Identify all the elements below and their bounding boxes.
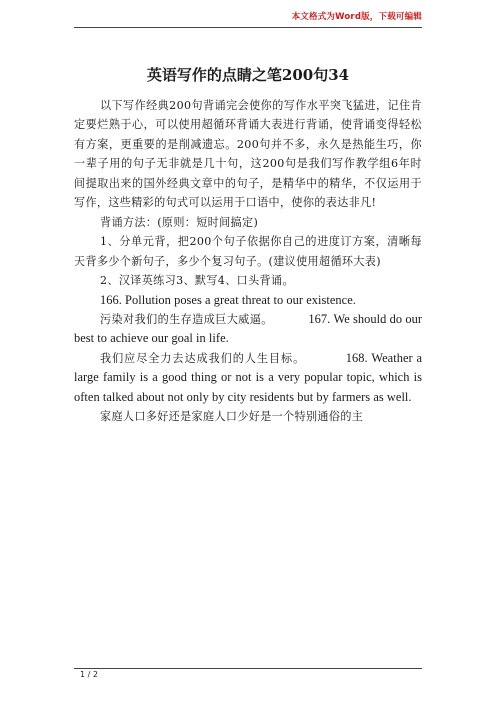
document-title: 英语写作的点睛之笔200句34 [146,66,350,84]
intro-paragraph: 以下写作经典200句背诵完会使你的写作水平突飞猛进，记住肯定要烂熟于心，可以使用超循环背诵大表进行背诵，使背诵变得轻松有方案，更重要的是削减遗忘。200句并不多，永久是热能生巧，你一辈子用的句子无非就是几十句，这200句是我们写作教学组6年时间提取出来的国外经典文章中的句子，是精华中的精华，不仅运用于写作，这些精彩的句式可以运用于口语中，使你的表达非凡! [74,99,422,210]
page-number: 1 / 2 [80,670,98,679]
sentence-167-en: 167. We should do our best to achieve our goal in life. [74,311,423,346]
sentence-166-zh-block [74,310,422,349]
header-rule [74,27,422,28]
sentence-167-zh-block [74,349,422,407]
method-title: 背诵方法：(原则：短时间搞定) [100,215,259,229]
word-format-note: 本文格式为Word版，下载可编辑 [291,12,422,22]
sentence-168-zh: 家庭人口多好还是家庭人口少好是一个特别通俗的主 [100,410,364,424]
document-page [74,38,422,427]
sentence-166-zh: 污染对我们的生存造成巨大威逼。 [100,312,273,326]
sentence-166-en: 166. Pollution poses a great threat to our existence. [100,292,356,307]
sentence-168-en: 168. Weather a large family is a good thing or not is a very popular topic, which is often talked about not only by city residents but by farmers as well. [74,350,423,404]
footer-rule [74,668,422,669]
method-step-2: 2、汉译英练习3、默写4、口头背诵。 [100,274,294,288]
sentence-167-zh: 我们应尽全力去达成我们的人生目标。 [100,351,306,365]
method-step-1: 1、分单元背，把200个句子依据你自己的进度订方案，清晰每天背多少个新句子，多少个复习句子。(建议使用超循环大表) [74,235,422,268]
